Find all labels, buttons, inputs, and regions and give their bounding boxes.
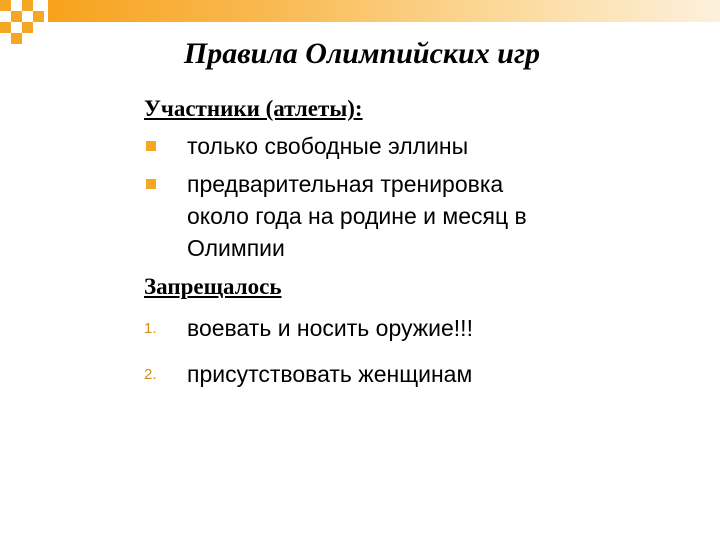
list-item-text: только свободные эллины xyxy=(187,133,469,159)
decor-square xyxy=(11,11,22,22)
header-gradient-bar xyxy=(48,0,720,22)
item-number: 1. xyxy=(144,320,157,337)
list-item-text: предварительная тренировка около года на родине и месяц в Олимпии xyxy=(187,171,527,261)
decor-square xyxy=(0,0,11,11)
section-heading-prohibited: Запрещалось xyxy=(144,274,282,299)
number-marker xyxy=(144,312,187,339)
bullet-marker xyxy=(144,168,187,189)
list-item-text: воевать и носить оружие!!! xyxy=(187,315,473,341)
list-item-text: присутствовать женщинам xyxy=(187,361,473,387)
decor-square xyxy=(22,0,33,11)
decor-square xyxy=(33,11,44,22)
numbered-list-item xyxy=(144,358,684,390)
decor-square xyxy=(22,22,33,33)
slide-content xyxy=(144,94,684,404)
square-bullet-icon xyxy=(146,179,156,189)
participants-list xyxy=(144,130,684,264)
list-item xyxy=(144,168,684,264)
slide-title: Правила Олимпийских игр xyxy=(183,37,541,70)
section-heading-participants: Участники (атлеты): xyxy=(144,96,363,121)
item-number: 2. xyxy=(144,366,157,383)
number-marker xyxy=(144,358,187,385)
square-bullet-icon xyxy=(146,141,156,151)
list-item xyxy=(144,130,684,162)
decor-square xyxy=(0,22,11,33)
numbered-list-item xyxy=(144,312,684,344)
bullet-marker xyxy=(144,130,187,151)
prohibited-list xyxy=(144,312,684,390)
